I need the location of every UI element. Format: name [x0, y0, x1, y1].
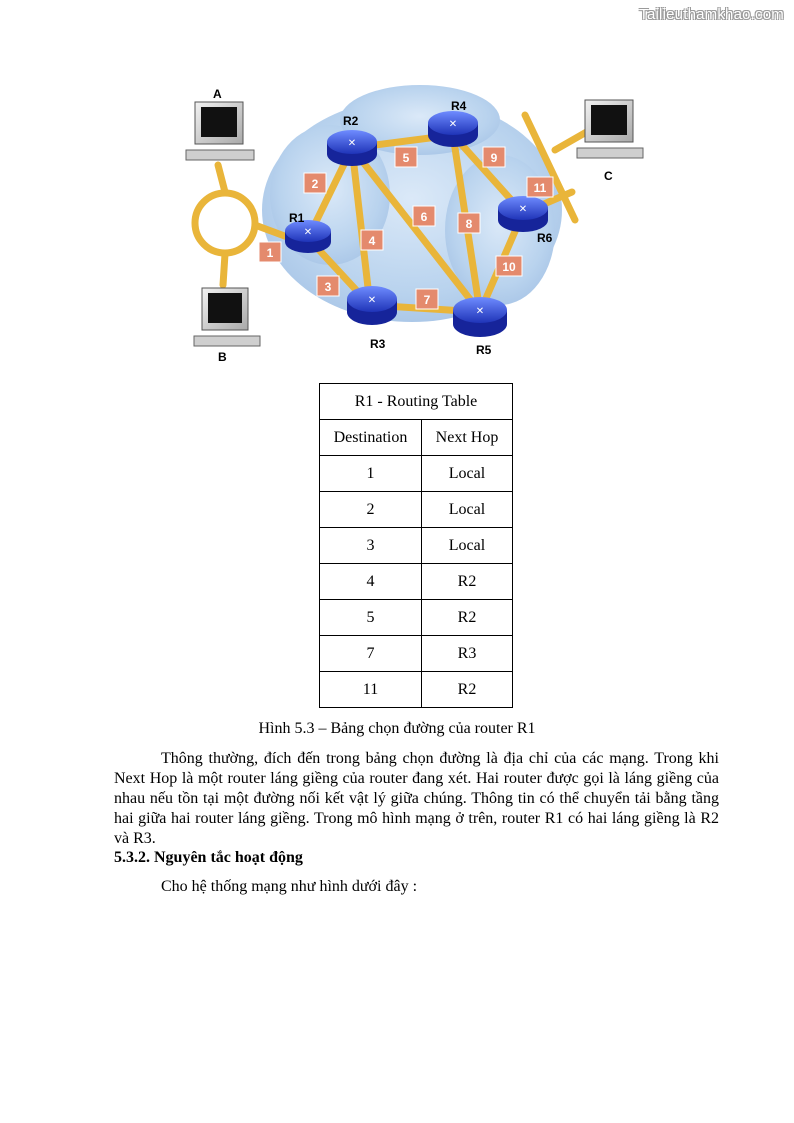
- label-router-r3: R3: [370, 337, 386, 351]
- header-destination: Destination: [320, 420, 422, 456]
- label-router-r6: R6: [537, 231, 553, 245]
- cell-destination: 1: [320, 456, 422, 492]
- table-row: [320, 600, 513, 636]
- network-diagram: [180, 80, 613, 372]
- link-badge-3: [317, 276, 339, 296]
- link-badge-8: [458, 213, 480, 233]
- link-label-1: 1: [266, 246, 274, 260]
- link-label-3: 3: [324, 280, 332, 294]
- link-label-5: 5: [402, 151, 410, 165]
- link-label-2: 2: [311, 177, 319, 191]
- routing-table-header-row: [320, 420, 513, 456]
- routing-table-title-row: [320, 384, 513, 420]
- network-figure: [180, 80, 613, 372]
- table-row: [320, 456, 513, 492]
- cell-next-hop: R2: [422, 672, 513, 708]
- link-badge-1: [259, 242, 281, 262]
- header-next-hop: Next Hop: [422, 420, 513, 456]
- cell-destination: 3: [320, 528, 422, 564]
- link-label-7: 7: [423, 293, 431, 307]
- table-row: [320, 636, 513, 672]
- label-router-r2: R2: [343, 114, 359, 128]
- cell-next-hop: Local: [422, 456, 513, 492]
- table-row: [320, 492, 513, 528]
- svg-text:✕: ✕: [347, 138, 357, 149]
- svg-text:✕: ✕: [518, 204, 528, 215]
- link-badge-7: [416, 289, 438, 309]
- table-row: [320, 672, 513, 708]
- link-badge-9: [483, 147, 505, 167]
- cell-next-hop: Local: [422, 528, 513, 564]
- link-label-6: 6: [420, 210, 428, 224]
- link-label-9: 9: [490, 151, 498, 165]
- svg-text:✕: ✕: [303, 227, 313, 238]
- svg-text:✕: ✕: [367, 295, 377, 306]
- cell-next-hop: R2: [422, 600, 513, 636]
- routing-table-title: R1 - Routing Table: [320, 384, 513, 420]
- routing-table: [319, 383, 513, 708]
- link-label-10: 10: [502, 260, 516, 274]
- link-badge-4: [361, 230, 383, 250]
- link-label-4: 4: [368, 234, 376, 248]
- ring-network: [195, 193, 255, 253]
- link-badge-6: [413, 206, 435, 226]
- link-label-8: 8: [465, 217, 473, 231]
- cell-destination: 7: [320, 636, 422, 672]
- table-row: [320, 564, 513, 600]
- cell-destination: 11: [320, 672, 422, 708]
- router-r2: [327, 130, 377, 166]
- figure-caption: Hình 5.3 – Bảng chọn đường của router R1: [258, 720, 536, 737]
- link-badge-10: [496, 256, 522, 276]
- cell-next-hop: R2: [422, 564, 513, 600]
- table-row: [320, 528, 513, 564]
- cell-destination: 5: [320, 600, 422, 636]
- section-heading: 5.3.2. Nguyên tắc hoạt động: [114, 849, 303, 866]
- svg-text:✕: ✕: [448, 119, 458, 130]
- label-host-a: A: [213, 87, 222, 101]
- cell-destination: 2: [320, 492, 422, 528]
- label-router-r5: R5: [476, 343, 492, 357]
- computer-b-icon: [194, 288, 260, 346]
- label-router-r4: R4: [451, 99, 467, 113]
- label-host-c: C: [604, 169, 613, 183]
- computer-a-icon: [186, 102, 254, 160]
- link-badge-2: [304, 173, 326, 193]
- link-label-11: 11: [533, 181, 547, 195]
- body-paragraph-2: Cho hệ thống mạng như hình dưới đây :: [161, 878, 418, 895]
- svg-text:✕: ✕: [475, 306, 485, 317]
- router-r5: [453, 297, 507, 337]
- cell-destination: 4: [320, 564, 422, 600]
- link-badge-5: [395, 147, 417, 167]
- router-r6: [498, 196, 548, 232]
- cell-next-hop: Local: [422, 492, 513, 528]
- cell-next-hop: R3: [422, 636, 513, 672]
- label-host-b: B: [218, 350, 227, 364]
- label-router-r1: R1: [289, 211, 305, 225]
- link-badge-11: [527, 177, 553, 197]
- body-paragraph: Thông thường, đích đến trong bảng chọn đường là địa chỉ của các mạng. Trong khi Next Hop là một router láng giềng của router đang xét. Hai router được gọi là láng giềng của nhau nếu tồn tại một đường nối kết vật lý giữa chúng. Thông tin có thể chuyển tải bằng tầng hai giữa hai router láng giềng. Trong mô hình mạng ở trên, router R1 có hai láng giềng là R2 và R3.: [114, 750, 719, 847]
- computer-c-icon: [577, 100, 643, 158]
- router-r4: [428, 111, 478, 147]
- router-r3: [347, 286, 397, 325]
- watermark: Tailieuthamkhao.com: [639, 6, 784, 23]
